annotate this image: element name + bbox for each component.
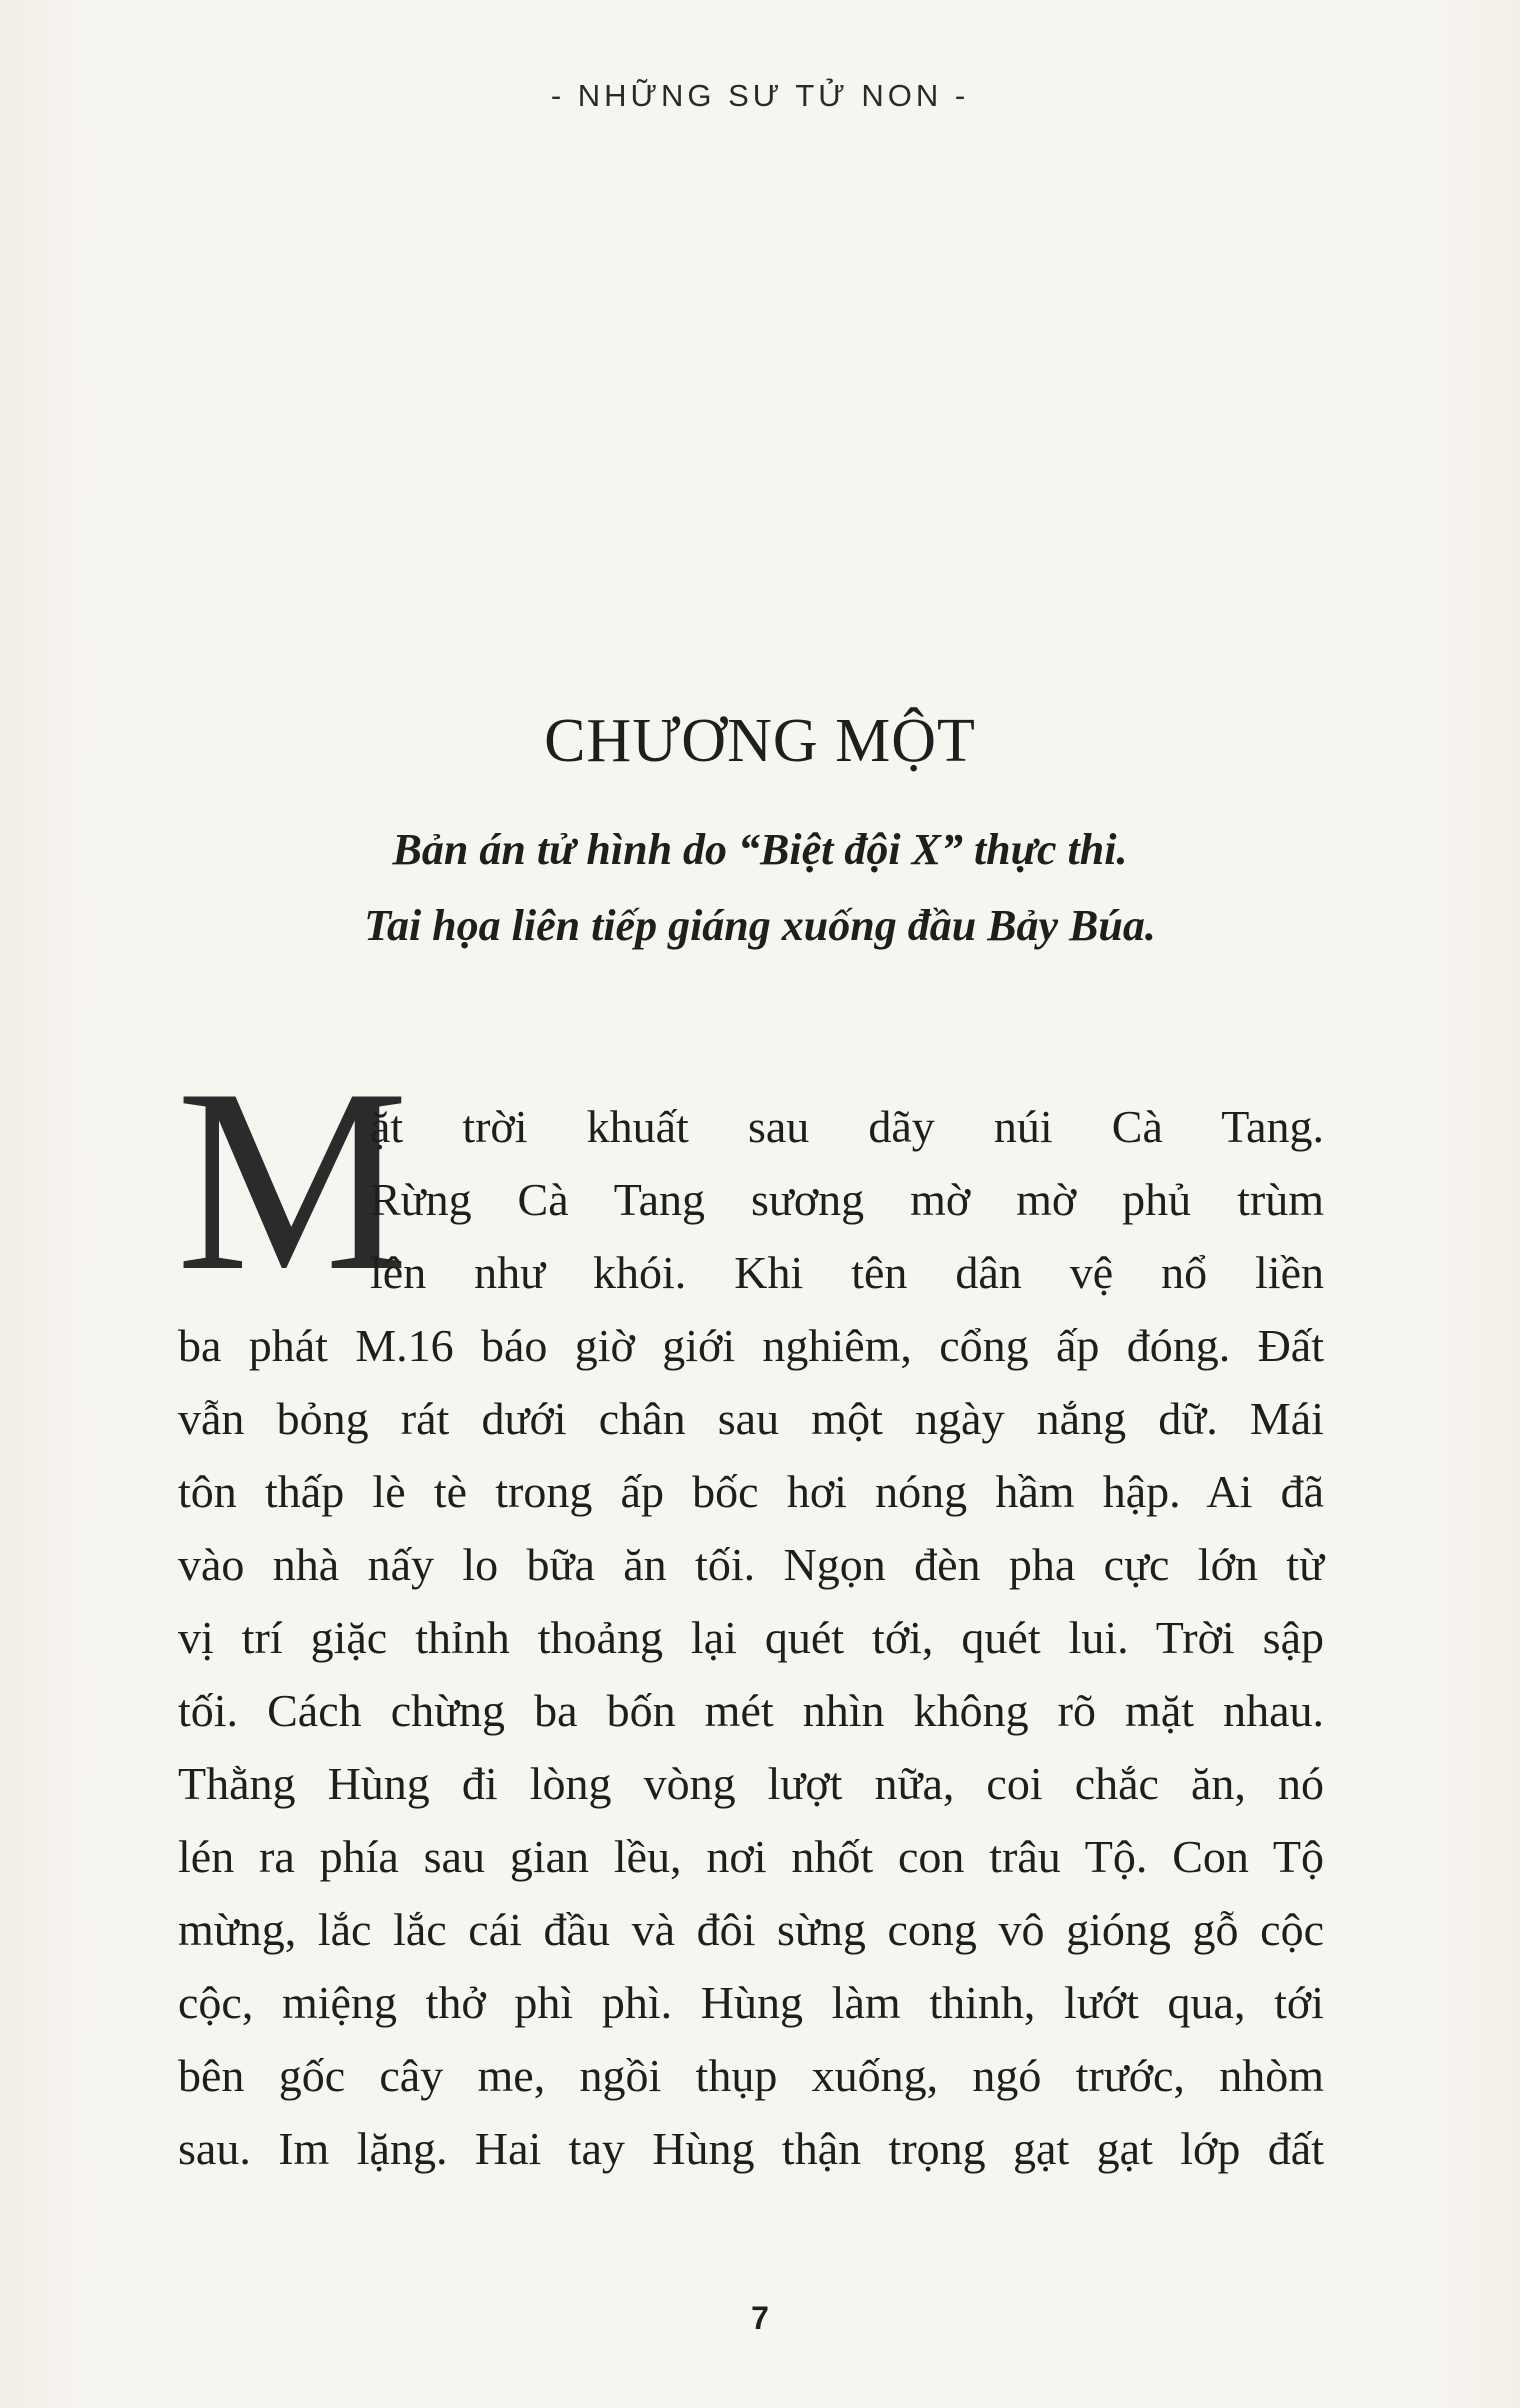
text-line: tối. Cách chừng ba bốn mét nhìn không rõ mặt nhau.: [178, 1685, 1324, 1736]
text-line: vị trí giặc thỉnh thoảng lại quét tới, quét lui. Trời sập: [178, 1612, 1324, 1663]
text-line: vào nhà nấy lo bữa ăn tối. Ngọn đèn pha cực lớn từ: [178, 1539, 1324, 1590]
text-line: vẫn bỏng rát dưới chân sau một ngày nắng dữ. Mái: [178, 1393, 1324, 1444]
chapter-title: CHƯƠNG MỘT: [544, 707, 976, 775]
page-number: 7: [751, 2300, 769, 2336]
text-line: mừng, lắc lắc cái đầu và đôi sừng cong vô gióng gỗ cộc: [178, 1904, 1324, 1955]
text-line: cộc, miệng thở phì phì. Hùng làm thinh, lướt qua, tới: [178, 1977, 1324, 2028]
body-text: [178, 1090, 1324, 2185]
chapter-subtitle-line: Bản án tử hình do “Biệt đội X” thực thi.: [392, 825, 1128, 874]
running-header: - NHỮNG SƯ TỬ NON -: [550, 78, 970, 113]
chapter-subtitle: [200, 812, 1320, 964]
drop-cap: M: [176, 1035, 409, 1325]
text-line: sau. Im lặng. Hai tay Hùng thận trọng gạt gạt lớp đất: [178, 2123, 1324, 2174]
text-line: tôn thấp lè tè trong ấp bốc hơi nóng hầm hập. Ai đã: [178, 1466, 1324, 1517]
text-line: bên gốc cây me, ngồi thụp xuống, ngó trước, nhòm: [178, 2050, 1324, 2101]
text-line: ba phát M.16 báo giờ giới nghiêm, cổng ấp đóng. Đất: [178, 1320, 1324, 1371]
text-line: lên như khói. Khi tên dân vệ nổ liền: [370, 1247, 1324, 1298]
text-line: Thằng Hùng đi lòng vòng lượt nữa, coi chắc ăn, nó: [178, 1758, 1324, 1809]
text-line: Rừng Cà Tang sương mờ mờ phủ trùm: [370, 1174, 1324, 1225]
text-line: lén ra phía sau gian lều, nơi nhốt con trâu Tộ. Con Tộ: [178, 1831, 1324, 1882]
text-line: ặt trời khuất sau dãy núi Cà Tang.: [370, 1101, 1324, 1152]
chapter-subtitle-line: Tai họa liên tiếp giáng xuống đầu Bảy Búa.: [364, 901, 1156, 950]
